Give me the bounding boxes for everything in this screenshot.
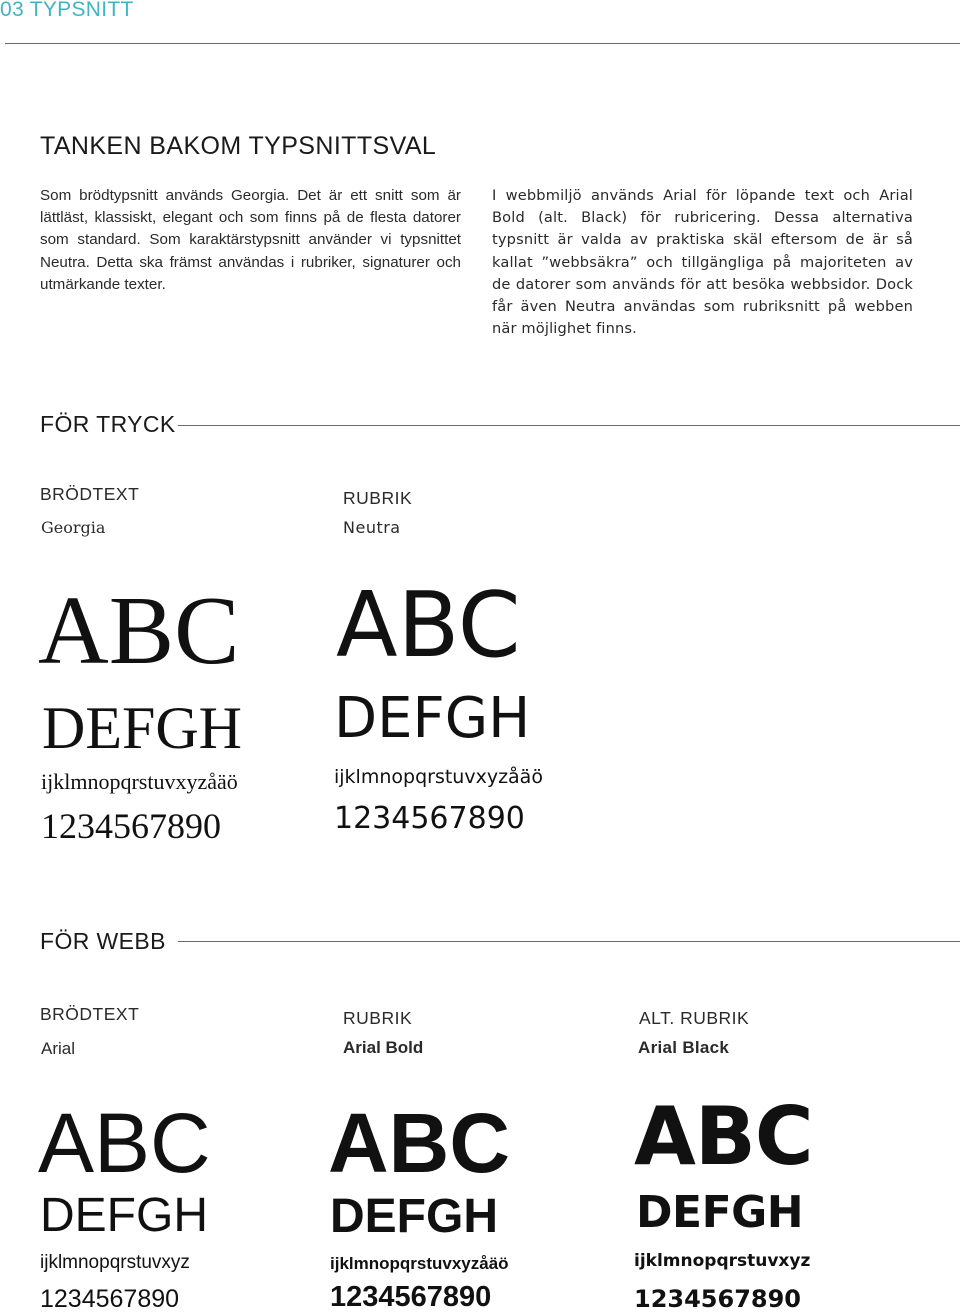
print-heading-sample-defgh: DEFGH	[334, 686, 531, 751]
web-alt-heading-sample-lowercase: ijklmnopqrstuvxyz	[634, 1251, 811, 1271]
intro-heading: TANKEN BAKOM TYPSNITTSVAL	[40, 132, 437, 160]
print-heading-sample-digits: 1234567890	[334, 801, 525, 836]
web-alt-heading-sample-abc: ABC	[634, 1090, 813, 1183]
print-body-sample-digits: 1234567890	[41, 806, 221, 846]
web-body-sample-lowercase: ijklmnopqrstuvxyz	[40, 1252, 190, 1273]
web-heading-label: RUBRIK	[343, 1008, 413, 1028]
print-body-font-name: Georgia	[41, 518, 106, 537]
web-alt-heading-sample-digits: 1234567890	[634, 1285, 801, 1313]
web-heading-sample-defgh: DEFGH	[330, 1190, 498, 1243]
web-section-title: FÖR WEBB	[40, 928, 166, 954]
print-heading-sample-lowercase: ijklmnopqrstuvxyzåäö	[334, 766, 543, 788]
web-alt-heading-label: ALT. RUBRIK	[639, 1008, 750, 1028]
print-section-title: FÖR TRYCK	[40, 411, 176, 437]
chapter-title: 03 TYPSNITT	[0, 0, 134, 21]
top-divider	[5, 43, 960, 44]
print-heading-label: RUBRIK	[343, 488, 413, 508]
web-alt-heading-font-name: Arial Black	[638, 1038, 730, 1057]
web-section-divider	[178, 941, 960, 942]
print-heading-font-name: Neutra	[343, 518, 401, 537]
web-body-sample-abc: ABC	[38, 1096, 211, 1190]
web-alt-heading-sample-defgh: DEFGH	[636, 1187, 804, 1238]
print-body-sample-lowercase: ijklmnopqrstuvxyzåäö	[41, 769, 238, 794]
print-heading-sample-abc: ABC	[336, 573, 521, 678]
print-body-label: BRÖDTEXT	[40, 484, 140, 504]
print-body-sample-defgh: DEFGH	[42, 695, 243, 761]
web-body-sample-digits: 1234567890	[40, 1285, 180, 1313]
web-heading-sample-abc: ABC	[328, 1096, 510, 1190]
web-body-font-name: Arial	[41, 1039, 76, 1058]
web-heading-sample-digits: 1234567890	[330, 1281, 492, 1313]
print-section-divider	[178, 425, 960, 426]
web-body-label: BRÖDTEXT	[40, 1004, 140, 1024]
intro-right-paragraph: I webbmiljö används Arial för löpande text och Arial Bold (alt. Black) för rubricering. Dessa alternativa typsnitt är valda av praktiska skäl eftersom de är så kallat ”webbsäkra” och tillgängliga på majoriteten av de datorer som används för att besöka webbsidor. Dock får även Neutra användas som rubriksnitt på webben när möjlighet finns.	[492, 187, 913, 338]
intro-left-paragraph: Som brödtypsnitt används Georgia. Det är ett snitt som är lättläst, klassiskt, elegant och som finns på de flesta datorer som standard. Som karaktärstypsnitt använder vi typsnittet Neutra. Detta ska främst användas i rubriker, signaturer och utmärkande texter.	[40, 187, 461, 293]
web-body-sample-defgh: DEFGH	[40, 1189, 208, 1242]
web-heading-sample-lowercase: ijklmnopqrstuvxyzåäö	[330, 1254, 509, 1273]
print-body-sample-abc: ABC	[38, 577, 240, 685]
web-heading-font-name: Arial Bold	[343, 1038, 424, 1057]
